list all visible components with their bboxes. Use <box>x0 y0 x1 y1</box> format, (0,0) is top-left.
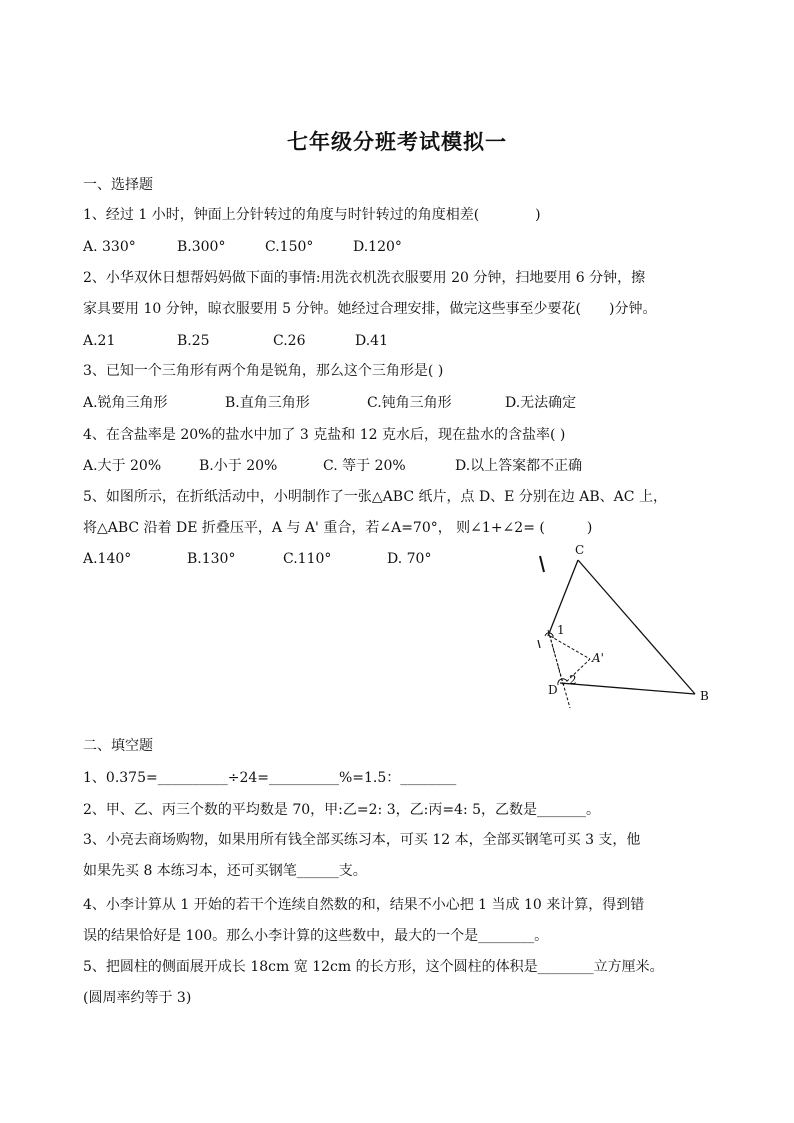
option-b: B.130° <box>187 551 236 567</box>
fill-question-3-line1: 3、小亮去商场购物，如果用所有钱全部买练习本，可买 12 本，全部买钢笔可买 3 支，他 <box>83 832 641 848</box>
edge-mark-2 <box>538 640 540 648</box>
fold-edge-de <box>550 636 563 685</box>
side-cb <box>578 560 695 694</box>
fill-question-2: 2、甲、乙、丙三个数的平均数是 70，甲:乙=2: 3，乙:丙=4: 5，乙数是_______。 <box>83 802 601 818</box>
question-5-options <box>83 550 431 568</box>
fill-question-1: 1、0.375=__________÷24=__________%=1.5：________ <box>83 770 457 786</box>
label-d: D <box>548 683 558 697</box>
option-a: A.大于 20% <box>83 458 162 474</box>
triangle-figure <box>530 540 720 710</box>
option-d: D.120° <box>353 239 402 255</box>
label-b: B <box>700 689 709 703</box>
fill-question-5-line2: (圆周率约等于 3) <box>83 990 192 1006</box>
option-b: B.25 <box>177 333 210 349</box>
option-a: A.140° <box>83 551 132 567</box>
side-db <box>560 683 695 694</box>
option-d: D.无法确定 <box>505 395 577 411</box>
question-2-options <box>83 332 388 350</box>
option-d: D.以上答案都不正确 <box>455 458 583 474</box>
question-2-stem-line1: 2、小华双休日想帮妈妈做下面的事情:用洗衣机洗衣服要用 20 分钟，扫地要用 6 分钟，擦 <box>83 270 646 286</box>
question-5-stem-line2: 将△ABC 沿着 DE 折叠压平，A 与 A' 重合，若∠A=70°， 则∠1+∠2= ( ) <box>83 520 593 536</box>
section-heading-fill: 二、填空题 <box>83 738 153 754</box>
option-b: B.直角三角形 <box>225 395 310 411</box>
question-4-options <box>83 457 582 475</box>
fill-question-4-line2: 误的结果恰好是 100。那么小李计算的这些数中，最大的一个是________。 <box>83 928 549 944</box>
fill-question-3-line2: 如果先买 8 本练习本，还可买钢笔______支。 <box>83 863 367 879</box>
question-1-options <box>83 238 402 256</box>
question-3-stem: 3、已知一个三角形有两个角是锐角，那么这个三角形是( ) <box>83 363 444 379</box>
option-d: D.41 <box>355 333 388 349</box>
page-title: 七年级分班考试模拟一 <box>287 129 507 154</box>
label-angle-1: 1 <box>557 623 565 637</box>
option-c: C.150° <box>265 239 314 255</box>
option-c: C. 等于 20% <box>323 458 406 474</box>
option-c: C.钝角三角形 <box>367 395 452 411</box>
label-a-prime: A' <box>592 651 604 665</box>
question-2-stem-line2: 家具要用 10 分钟，晾衣服要用 5 分钟。她经过合理安排，做完这些事至少要花( )分钟。 <box>83 301 657 317</box>
question-3-options <box>83 394 576 412</box>
question-5-stem-line1: 5、如图所示，在折纸活动中，小明制作了一张△ABC 纸片，点 D、E 分别在边 AB、AC 上， <box>83 489 667 505</box>
question-4-stem: 4、在含盐率是 20%的盐水中加了 3 克盐和 12 克水后，现在盐水的含盐率( ) <box>83 427 566 443</box>
option-b: B.小于 20% <box>199 458 278 474</box>
label-c: C <box>575 543 585 557</box>
option-d: D. 70° <box>387 551 432 567</box>
option-a: A.锐角三角形 <box>83 395 168 411</box>
option-a: A.21 <box>83 333 116 349</box>
fill-question-4-line1: 4、小李计算从 1 开始的若干个连续自然数的和，结果不小心把 1 当成 10 来计算，得到错 <box>83 897 645 913</box>
triangle-diagram <box>530 540 720 710</box>
question-1-stem: 1、经过 1 小时，钟面上分针转过的角度与时针转过的角度相差( ) <box>83 207 541 223</box>
option-a: A. 330° <box>83 239 136 255</box>
option-c: C.110° <box>283 551 332 567</box>
label-angle-2: 2 <box>569 673 577 687</box>
fill-question-5-line1: 5、把圆柱的侧面展开成长 18cm 宽 12cm 的长方形，这个圆柱的体积是________立方厘米。 <box>83 959 664 975</box>
edge-mark <box>540 556 544 572</box>
option-b: B.300° <box>177 239 226 255</box>
section-heading-choice: 一、选择题 <box>83 177 153 193</box>
option-c: C.26 <box>273 333 306 349</box>
fold-edge-ea <box>550 636 590 659</box>
